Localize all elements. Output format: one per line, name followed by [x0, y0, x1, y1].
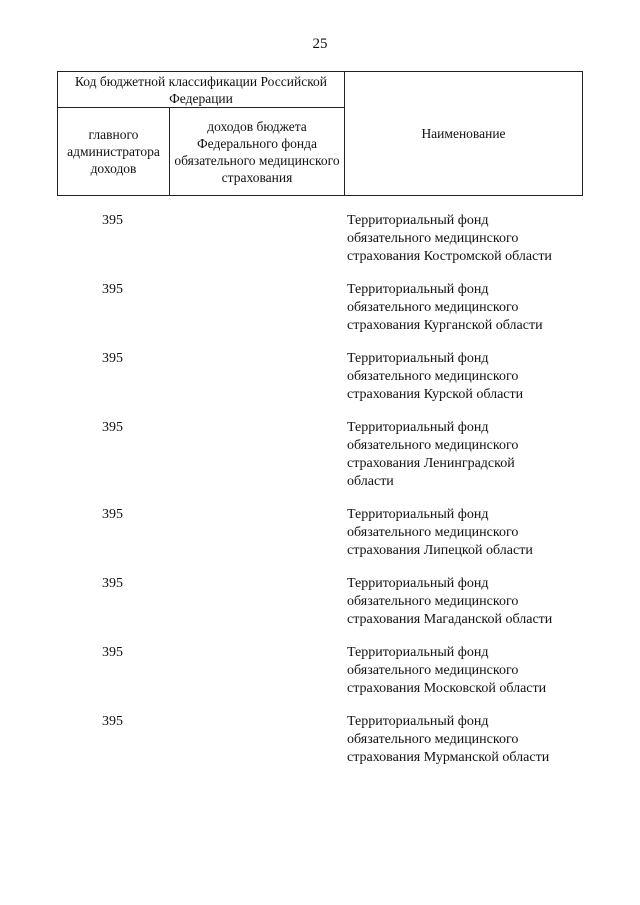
header-group-title: Код бюджетной классификации Российской Федерации: [58, 72, 345, 108]
entry-code: 395: [102, 645, 123, 660]
entries-list: [0, 212, 640, 782]
entry-code: 395: [102, 714, 123, 729]
list-item: [0, 713, 640, 782]
page-number: 25: [312, 36, 328, 52]
entry-name: Территориальный фонд обязательного медицинского страхования Ленинградской области: [347, 420, 519, 489]
list-item: [0, 212, 640, 281]
list-item: [0, 644, 640, 713]
header-admin-column: главного администратора доходов: [58, 108, 170, 196]
entry-code: 395: [102, 507, 123, 522]
entry-name: Территориальный фонд обязательного медицинского страхования Магаданской области: [347, 576, 553, 627]
entry-code: 395: [102, 282, 123, 297]
entry-name: Территориальный фонд обязательного медицинского страхования Курской области: [347, 351, 524, 402]
entry-code: 395: [102, 420, 123, 435]
classification-header-table: [57, 71, 583, 196]
list-item: [0, 419, 640, 506]
entry-code: 395: [102, 213, 123, 228]
entry-name: Территориальный фонд обязательного медицинского страхования Липецкой области: [347, 507, 533, 558]
list-item: [0, 281, 640, 350]
header-income-column: доходов бюджета Федерального фонда обязательного медицинского страхования: [170, 108, 345, 196]
entry-code: 395: [102, 576, 123, 591]
list-item: [0, 350, 640, 419]
entry-name: Территориальный фонд обязательного медицинского страхования Московской области: [347, 645, 547, 696]
list-item: [0, 575, 640, 644]
entry-name: Территориальный фонд обязательного медицинского страхования Курганской области: [347, 282, 543, 333]
header-name-column: Наименование: [345, 72, 583, 196]
entry-name: Территориальный фонд обязательного медицинского страхования Костромской области: [347, 213, 552, 264]
list-item: [0, 506, 640, 575]
entry-name: Территориальный фонд обязательного медицинского страхования Мурманской области: [347, 714, 550, 765]
entry-code: 395: [102, 351, 123, 366]
